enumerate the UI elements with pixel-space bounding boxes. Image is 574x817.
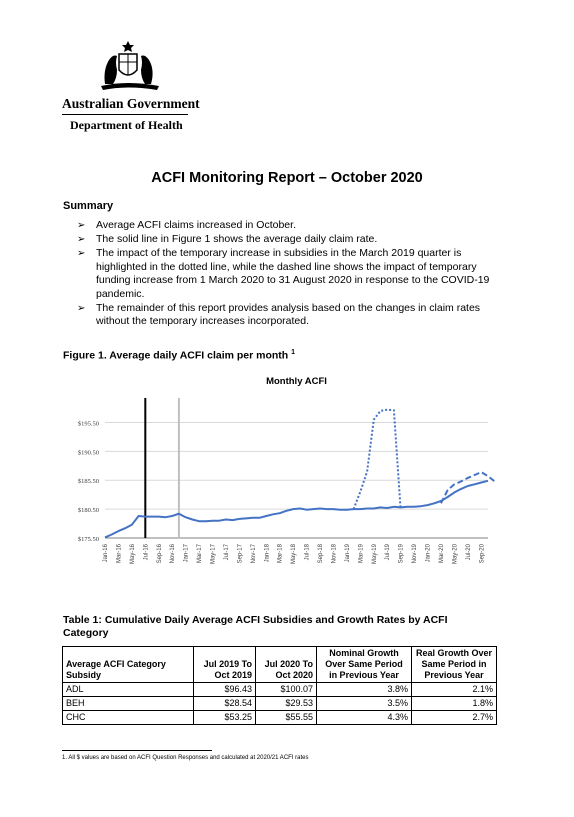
table-cell: $55.55 xyxy=(256,711,317,725)
arrow-bullet-icon: ➢ xyxy=(77,302,86,314)
y-tick-label: $175.50 xyxy=(77,536,99,543)
table-cell: 1.8% xyxy=(412,697,497,711)
summary-bullet: ➢ The remainder of this report provides analysis based on the changes in claim rates without the temporary increases incorporated. xyxy=(77,301,481,327)
x-tick-label: Jul-18 xyxy=(304,544,311,561)
acfi-subsidy-table xyxy=(62,646,497,725)
x-tick-label: Mar-18 xyxy=(277,544,284,564)
table-cell: $96.43 xyxy=(194,683,256,697)
x-tick-label: Sep-17 xyxy=(237,544,244,564)
column-header: Jul 2019 To Oct 2019 xyxy=(194,647,256,683)
x-tick-label: May-19 xyxy=(371,544,378,565)
header-divider xyxy=(62,114,188,115)
table-row xyxy=(63,711,497,725)
x-tick-label: Jul-17 xyxy=(223,544,230,561)
x-tick-label: Jan-16 xyxy=(103,544,109,563)
x-tick-label: Jan-17 xyxy=(183,544,190,563)
x-tick-label: Sep-19 xyxy=(398,544,405,564)
column-header: Real Growth Over Same Period in Previous Year xyxy=(412,647,497,683)
table-cell: $29.53 xyxy=(256,697,317,711)
footnote: 1. All $ values are based on ACFI Question Responses and calculated at 2020/21 ACFI rates xyxy=(62,755,309,761)
arrow-bullet-icon: ➢ xyxy=(77,248,86,259)
footnote-divider xyxy=(62,750,212,751)
series-line-dotted xyxy=(354,410,401,509)
arrow-bullet-icon: ➢ xyxy=(77,220,86,231)
table-row xyxy=(63,683,497,697)
x-tick-label: May-16 xyxy=(129,544,136,565)
x-tick-label: Jul-20 xyxy=(465,544,472,561)
table-row xyxy=(63,697,497,711)
x-tick-label: Jan-18 xyxy=(264,544,271,563)
x-tick-label: Nov-16 xyxy=(170,544,177,564)
table-cell: 2.7% xyxy=(412,711,497,725)
table-cell: 4.3% xyxy=(317,711,412,725)
x-tick-label: May-18 xyxy=(291,544,298,565)
y-tick-label: $190.50 xyxy=(77,449,99,457)
x-tick-label: Nov-18 xyxy=(331,544,338,564)
table-cell: ADL xyxy=(63,683,194,697)
x-tick-label: Mar-20 xyxy=(438,544,445,564)
chart-title: Monthly ACFI xyxy=(266,376,327,387)
table-cell: 3.5% xyxy=(317,697,412,711)
table-cell: 3.8% xyxy=(317,683,412,697)
x-tick-label: Mar-16 xyxy=(116,544,123,564)
table-cell: $28.54 xyxy=(194,697,256,711)
x-tick-label: May-17 xyxy=(210,544,217,565)
table-cell: 2.1% xyxy=(412,683,497,697)
column-header: Jul 2020 To Oct 2020 xyxy=(256,647,317,683)
report-title: ACFI Monitoring Report – October 2020 xyxy=(151,170,423,186)
summary-bullet: ➢ The solid line in Figure 1 shows the average daily claim rate. xyxy=(77,233,378,245)
arrow-bullet-icon: ➢ xyxy=(77,234,86,245)
x-tick-label: Jan-20 xyxy=(425,544,432,563)
table-cell: CHC xyxy=(63,711,194,725)
series-line-dashed xyxy=(441,472,495,503)
table-cell: $53.25 xyxy=(194,711,256,725)
y-tick-label: $195.50 xyxy=(77,420,99,428)
x-tick-label: May-20 xyxy=(452,544,459,565)
x-tick-label: Jul-19 xyxy=(385,544,392,561)
figure-caption: Figure 1. Average daily ACFI claim per month $^1$ xyxy=(63,349,296,362)
x-tick-label: Mar-17 xyxy=(197,544,204,564)
column-header: Nominal Growth Over Same Period in Previous Year xyxy=(317,647,412,683)
x-tick-label: Mar-19 xyxy=(358,544,365,564)
monthly-acfi-chart xyxy=(60,368,510,573)
coat-of-arms-logo xyxy=(95,40,165,92)
column-header: Average ACFI Category Subsidy xyxy=(63,647,194,683)
x-tick-label: Nov-19 xyxy=(412,544,419,564)
x-tick-label: Nov-17 xyxy=(250,544,257,564)
summary-heading: Summary xyxy=(63,200,114,212)
table-cell: $100.07 xyxy=(256,683,317,697)
x-tick-label: Jan-19 xyxy=(344,544,351,563)
table-caption: Table 1: Cumulative Daily Average ACFI Subsidies and Growth Rates by ACFI Category xyxy=(63,614,448,639)
x-tick-label: Sep-20 xyxy=(479,544,486,564)
summary-bullet: ➢ The impact of the temporary increase in subsidies in the March 2019 quarter is highlighted in the dotted line, while the dashed line shows the impact of temporary funding increase from 1 March 2020 to 31 August 2020 in response to the COVID-19 pandemic. xyxy=(77,247,490,300)
y-tick-label: $180.50 xyxy=(77,507,99,515)
table-header-row xyxy=(63,647,497,683)
government-name: Australian Government xyxy=(62,96,200,111)
x-tick-label: Sep-16 xyxy=(156,544,163,564)
summary-list xyxy=(77,219,507,329)
x-tick-label: Sep-18 xyxy=(318,544,325,564)
summary-bullet: ➢ Average ACFI claims increased in October. xyxy=(77,219,296,231)
x-tick-label: Jul-16 xyxy=(143,544,150,561)
department-name: Department of Health xyxy=(70,118,183,132)
table-cell: BEH xyxy=(63,697,194,711)
y-tick-label: $185.50 xyxy=(77,478,99,486)
